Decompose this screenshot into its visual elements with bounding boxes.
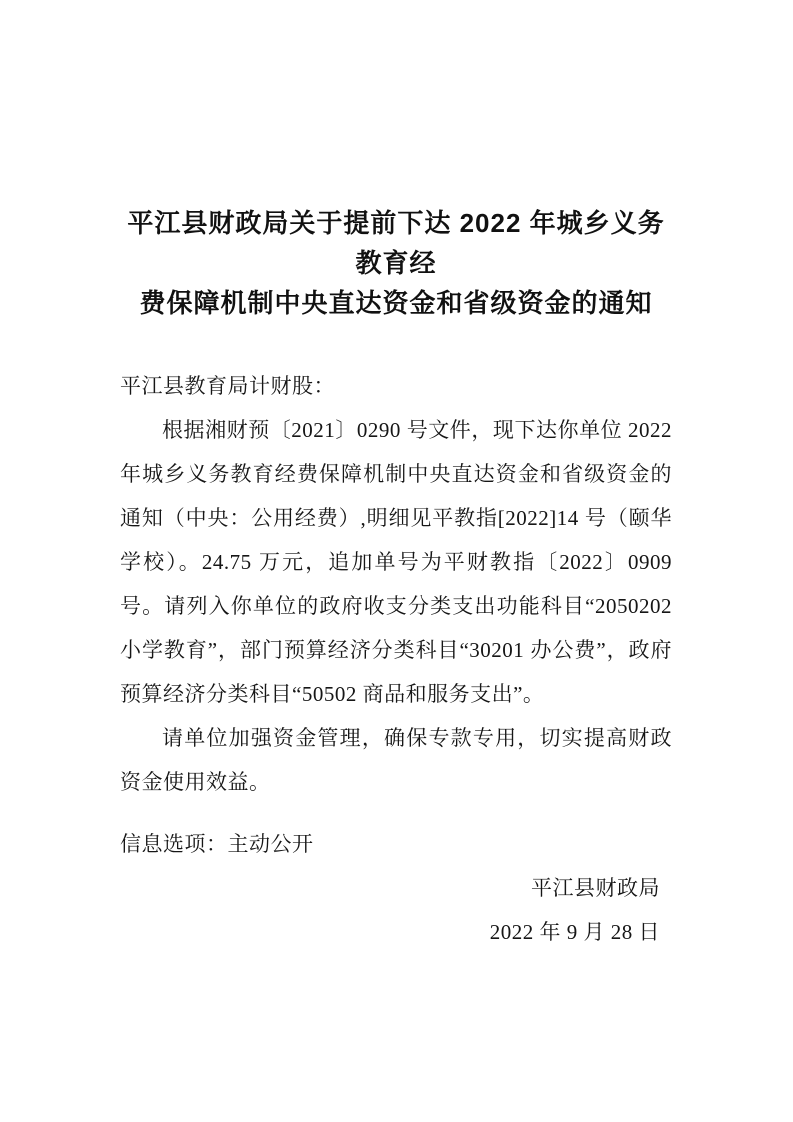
- title-line-1: 平江县财政局关于提前下达 2022 年城乡义务教育经: [127, 208, 665, 278]
- signature-date: 2022 年 9 月 28 日: [489, 920, 660, 944]
- title-line-2: 费保障机制中央直达资金和省级资金的通知: [139, 288, 653, 318]
- info-disclosure-line: 信息选项：主动公开: [120, 832, 314, 856]
- signature-org: 平江县财政局: [531, 876, 660, 900]
- document-title: [120, 203, 672, 323]
- salutation: 平江县教育局计财股：: [120, 374, 335, 398]
- body-paragraph-2: 请单位加强资金管理，确保专款专用，切实提高财政资金使用效益。: [120, 726, 672, 794]
- body-paragraph-1: 根据湘财预〔2021〕0290 号文件，现下达你单位 2022 年城乡义务教育经费保障机制中央直达资金和省级资金的通知（中央：公用经费）,明细见平教指[2022]14 号（颐华学校）。24.75 万元，追加单号为平财教指〔2022〕0909 号。请列入你单位的政府收支分类支出功能科目“2050202 小学教育”，部门预算经济分类科目“30201 办公费”，政府预算经济分类科目“50502 商品和服务支出”。: [120, 418, 672, 706]
